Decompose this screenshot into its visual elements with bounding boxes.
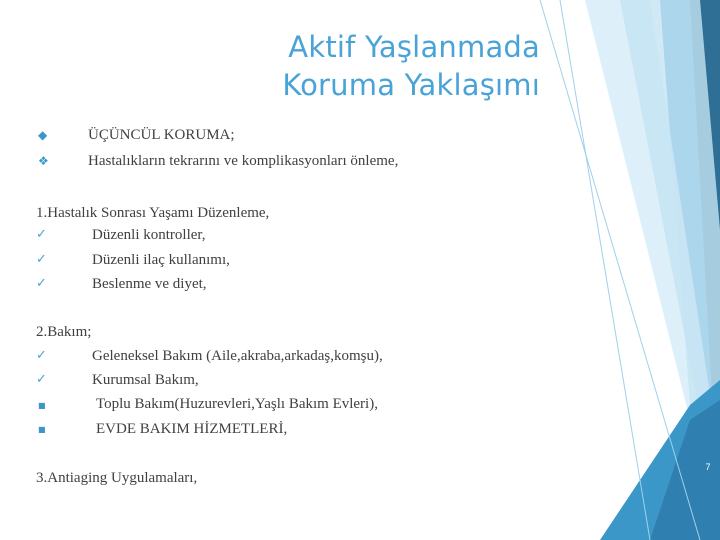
section-1-item: Düzenli kontroller, bbox=[92, 227, 206, 243]
section-2-item: EVDE BAKIM HİZMETLERİ, bbox=[96, 421, 288, 437]
page-number: 7 bbox=[705, 462, 711, 472]
section-3-heading: 3.Antiaging Uygulamaları, bbox=[36, 470, 198, 486]
square-icon: ■ bbox=[38, 401, 46, 410]
section-1-item: Beslenme ve diyet, bbox=[92, 276, 207, 292]
diamond-icon: ◆ bbox=[38, 128, 48, 142]
section-2-item: Geleneksel Bakım (Aile,akraba,arkadaş,komşu), bbox=[92, 348, 383, 364]
intro-line-2: Hastalıkların tekrarını ve komplikasyonları önleme, bbox=[88, 153, 399, 169]
section-1-heading: 1.Hastalık Sonrası Yaşamı Düzenleme, bbox=[36, 205, 270, 221]
section-2-item: Kurumsal Bakım, bbox=[92, 372, 199, 388]
check-icon: ✓ bbox=[36, 372, 47, 387]
section-2-heading: 2.Bakım; bbox=[36, 324, 92, 340]
check-icon: ✓ bbox=[36, 252, 47, 267]
check-icon: ✓ bbox=[36, 348, 47, 363]
square-icon: ■ bbox=[38, 425, 46, 434]
check-icon: ✓ bbox=[36, 276, 47, 291]
section-1-item: Düzenli ilaç kullanımı, bbox=[92, 252, 230, 268]
title-line-1: Aktif Yaşlanmada bbox=[288, 30, 540, 64]
intro-line-1: ÜÇÜNCÜL KORUMA; bbox=[88, 127, 235, 143]
check-icon: ✓ bbox=[36, 227, 47, 242]
page-title bbox=[160, 28, 540, 104]
section-2-item: Toplu Bakım(Huzurevleri,Yaşlı Bakım Evleri), bbox=[96, 396, 378, 412]
diamond-bullet-icon: ❖ bbox=[38, 154, 49, 168]
title-line-2: Koruma Yaklaşımı bbox=[282, 68, 540, 102]
